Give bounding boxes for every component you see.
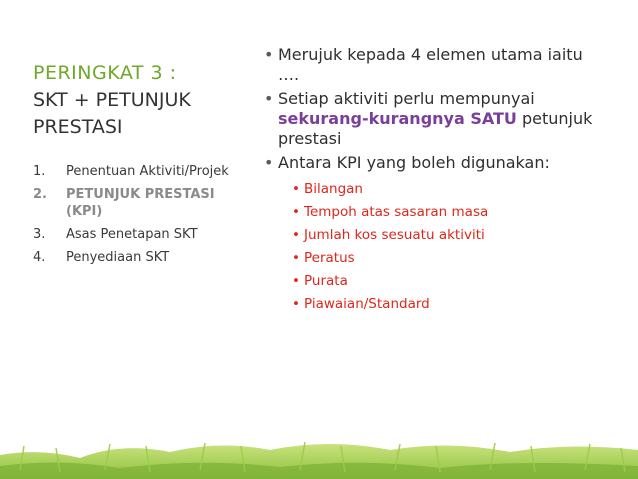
kpi-text: Peratus [304, 250, 355, 266]
step-number: 3. [33, 227, 46, 242]
bullet-dot-icon: • [292, 273, 300, 289]
bullet-dot-icon: • [264, 89, 274, 108]
bullet-text: Antara KPI yang boleh digunakan: [278, 153, 550, 172]
kpi-list [278, 179, 607, 315]
kpi-text: Bilangan [304, 181, 363, 197]
bullet-dot-icon: • [264, 45, 274, 64]
kpi-item [278, 248, 607, 269]
bullet-dot-icon: • [264, 153, 274, 172]
bullet-highlight: sekurang-kurangnya SATU [278, 109, 517, 128]
section-title-line3: PRESTASI [33, 116, 123, 138]
bullet-dot-icon: • [292, 204, 300, 220]
kpi-text: Purata [304, 273, 348, 289]
kpi-item [278, 179, 607, 200]
step-item-4 [33, 249, 243, 266]
bullet-reference [262, 45, 607, 85]
bullet-text-prefix: Setiap aktiviti perlu mempunyai [278, 89, 535, 108]
kpi-text: Piawaian/Standard [304, 296, 430, 312]
right-column [262, 45, 607, 319]
kpi-text: Tempoh atas sasaran masa [304, 204, 489, 220]
step-item-2 [33, 186, 243, 220]
step-text: PETUNJUK PRESTASI (KPI) [66, 187, 215, 219]
kpi-item [278, 202, 607, 223]
steps-list [33, 163, 243, 266]
step-text: Penentuan Aktiviti/Projek [66, 164, 229, 179]
section-title-line2: SKT + PETUNJUK [33, 89, 191, 111]
step-text: Penyediaan SKT [66, 250, 170, 265]
left-column [33, 60, 243, 272]
step-text: Asas Penetapan SKT [66, 227, 198, 242]
kpi-item [278, 271, 607, 292]
bullet-requirement [262, 89, 607, 149]
kpi-text: Jumlah kos sesuatu aktiviti [304, 227, 485, 243]
bullet-text: Merujuk kepada 4 elemen utama iaitu …. [278, 45, 583, 84]
step-item-3 [33, 226, 243, 243]
bullet-dot-icon: • [292, 227, 300, 243]
bullet-dot-icon: • [292, 181, 300, 197]
section-title-stage: PERINGKAT 3 : [33, 62, 177, 84]
step-number: 2. [33, 187, 47, 202]
bullet-text-suffix: petunjuk prestasi [278, 109, 593, 148]
step-number: 4. [33, 250, 46, 265]
bullet-dot-icon: • [292, 296, 300, 312]
step-item-1 [33, 163, 243, 180]
kpi-item [278, 294, 607, 315]
step-number: 1. [33, 164, 46, 179]
kpi-item [278, 225, 607, 246]
bullet-kpi-intro [262, 153, 607, 315]
bullet-dot-icon: • [292, 250, 300, 266]
